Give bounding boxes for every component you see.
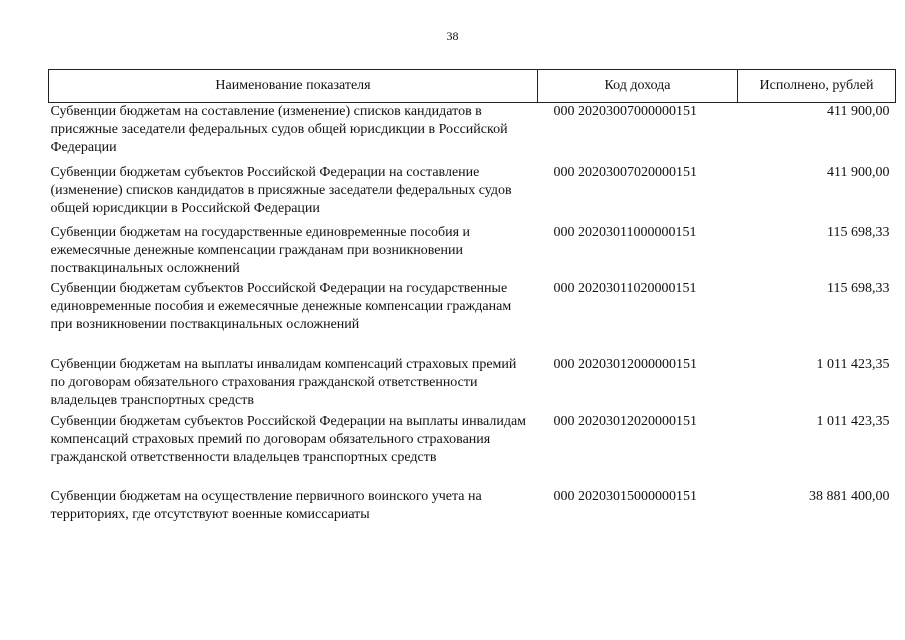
header-executed-amount: Исполнено, рублей (738, 70, 896, 103)
table-row (49, 413, 896, 488)
indicator-name: Субвенции бюджетам на составление (изменение) списков кандидатов в присяжные заседатели федеральных судов общей юрисдикции в Российской Федерации (50, 104, 508, 155)
table-row (49, 280, 896, 356)
page-number: 38 (446, 29, 459, 43)
executed-amount: 115 698,33 (827, 225, 890, 240)
table-row (49, 103, 896, 165)
table-row (49, 356, 896, 413)
executed-amount: 1 011 423,35 (816, 357, 890, 372)
header-income-code: Код дохода (538, 70, 738, 103)
income-code: 000 20203011000000151 (553, 225, 697, 240)
executed-amount: 411 900,00 (827, 104, 890, 119)
table-row (49, 488, 896, 528)
income-code: 000 20203012020000151 (553, 414, 697, 429)
executed-amount: 115 698,33 (827, 281, 890, 296)
budget-table (48, 69, 896, 528)
executed-amount: 411 900,00 (827, 165, 890, 180)
table-header-row (49, 70, 896, 103)
table-row (49, 224, 896, 280)
indicator-name: Субвенции бюджетам на государственные единовременные пособия и ежемесячные денежные компенсации гражданам при возникновении поствакцинальных осложнений (50, 225, 471, 276)
income-code: 000 20203012000000151 (553, 357, 697, 372)
table-row (49, 164, 896, 224)
indicator-name: Субвенции бюджетам субъектов Российской Федерации на выплаты инвалидам компенсаций страховых премий по договорам обязательного страхования гражданской ответственности владельцев транспортных средств (50, 414, 527, 465)
executed-amount: 38 881 400,00 (809, 489, 890, 504)
indicator-name: Субвенции бюджетам субъектов Российской Федерации на составление (изменение) списков кандидатов в присяжные заседатели федеральных судов общей юрисдикции в Российской Федерации (50, 165, 512, 216)
header-indicator-name: Наименование показателя (49, 70, 538, 103)
indicator-name: Субвенции бюджетам субъектов Российской Федерации на государственные единовременные пособия и ежемесячные денежные компенсации гражданам при возникновении поствакцинальных осложнений (50, 281, 512, 332)
indicator-name: Субвенции бюджетам на выплаты инвалидам компенсаций страховых премий по договорам обязательного страхования гражданской ответственности владельцев транспортных средств (50, 357, 517, 408)
income-code: 000 20203015000000151 (553, 489, 697, 504)
income-code: 000 20203007020000151 (553, 165, 697, 180)
executed-amount: 1 011 423,35 (816, 414, 890, 429)
indicator-name: Субвенции бюджетам на осуществление первичного воинского учета на территориях, где отсутствуют военные комиссариаты (50, 489, 482, 522)
income-code: 000 20203011020000151 (553, 281, 697, 296)
income-code: 000 20203007000000151 (553, 104, 697, 119)
